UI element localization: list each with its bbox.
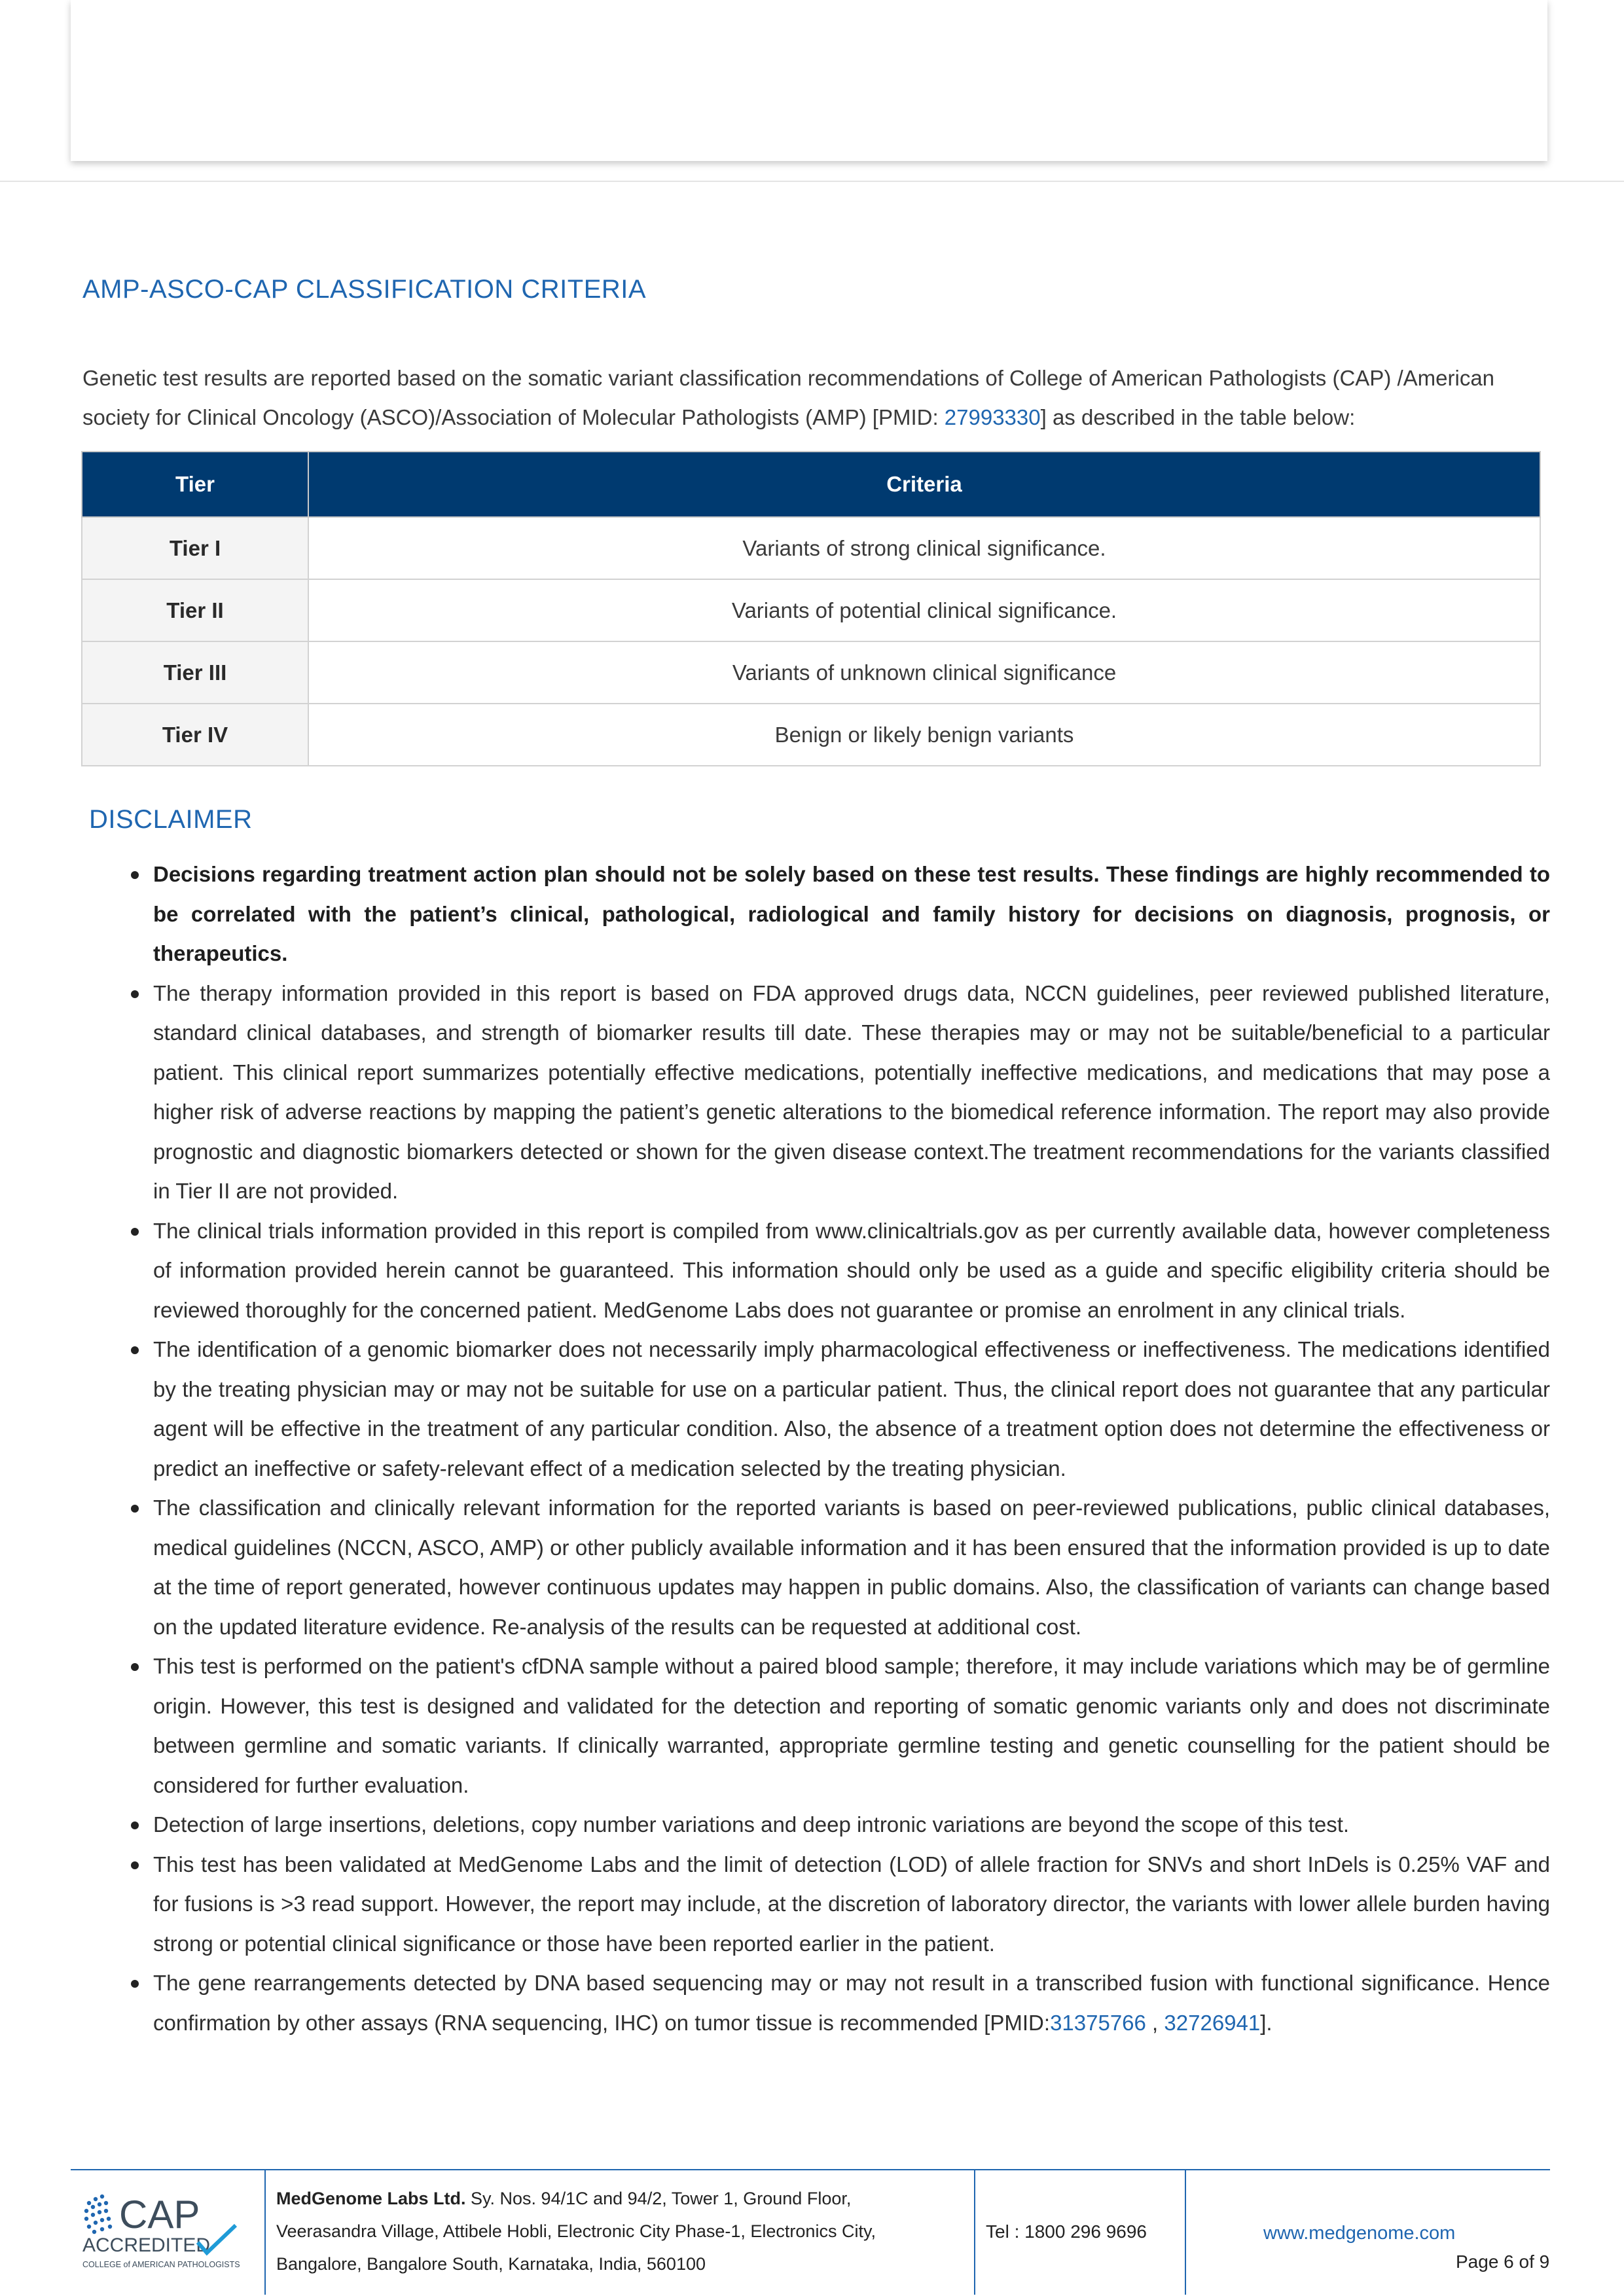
cap-dots-icon	[84, 2195, 112, 2234]
header-divider	[0, 181, 1624, 182]
disclaimer-item: The identification of a genomic biomarker does not necessarily imply pharmacological effectiveness or ineffectiveness. The medications identified by the treating physician may or may not be suitable for use on a particular patient. Thus, the clinical report does not guarantee that any particular agent will be effective in the treatment of any particular condition. Also, the absence of a treatment option does not determine the effectiveness or predict an ineffective or safety-relevant effect of a medication selected by the treating physician.	[153, 1330, 1550, 1488]
table-row	[82, 517, 1540, 579]
cap-accredited-logo	[81, 2190, 245, 2275]
pmid-link[interactable]: 32726941	[1164, 2010, 1261, 2035]
footer-telephone: Tel : 1800 296 9696	[986, 2221, 1147, 2242]
disclaimer-item: Decisions regarding treatment action plan should not be solely based on these test results. These findings are highly recommended to be correlated with the patient’s clinical, pathological, radiological and family history for decisions on diagnosis, prognosis, or therapeutics.	[153, 855, 1550, 974]
footer-divider	[71, 2169, 1550, 2170]
address-line	[276, 2182, 970, 2215]
address-line-2: Veerasandra Village, Attibele Hobli, Electronic City Phase-1, Electronics City,	[276, 2221, 876, 2241]
page-number: Page 6 of 9	[1456, 2251, 1550, 2272]
tier-cell: Tier IV	[82, 704, 308, 766]
logo-tagline: COLLEGE of AMERICAN PATHOLOGISTS	[82, 2260, 240, 2269]
footer-column-divider	[264, 2170, 266, 2295]
classification-intro	[82, 359, 1546, 437]
address-line-3: Bangalore, Bangalore South, Karnataka, India, 560100	[276, 2254, 706, 2274]
item-text-end: ].	[1260, 2010, 1272, 2035]
intro-text-end: ] as described in the table below:	[1040, 405, 1356, 429]
pmid-separator: ,	[1146, 2010, 1164, 2035]
footer-address	[276, 2182, 970, 2280]
intro-text: Genetic test results are reported based on the somatic variant classification recommendations of College of American Pathologists (CAP) /American society for Clinical Oncology (ASCO)/Association of Molecular Pathologists (AMP) [PMID:	[82, 366, 1495, 429]
criteria-cell: Variants of potential clinical significance.	[308, 579, 1540, 641]
disclaimer-list	[153, 855, 1550, 2043]
item-text: The gene rearrangements detected by DNA based sequencing may or may not result in a transcribed fusion with functional significance. Hence confirmation by other assays (RNA sequencing, IHC) on tumor tissue is recommended [PMID:	[153, 1971, 1550, 2035]
footer-website-link[interactable]: www.medgenome.com	[1263, 2223, 1456, 2244]
logo-sub: ACCREDITED	[82, 2234, 211, 2256]
pmid-link[interactable]: 31375766	[1050, 2010, 1146, 2035]
table-header-row	[82, 452, 1540, 517]
disclaimer-item: The therapy information provided in this report is based on FDA approved drugs data, NCCN guidelines, peer reviewed published literature, standard clinical databases, and strength of biomarker results till date. These therapies may or may not be suitable/beneficial to a particular patient. This clinical report summarizes potentially effective medications, potentially ineffective medications, and medications that may pose a higher risk of adverse reactions by mapping the patient’s genetic alterations to the biomedical reference information. The report may also provide prognostic and diagnostic biomarkers detected or shown for the given disease context.The treatment recommendations for the variants classified in Tier II are not provided.	[153, 974, 1550, 1211]
criteria-cell: Benign or likely benign variants	[308, 704, 1540, 766]
criteria-cell: Variants of strong clinical significance.	[308, 517, 1540, 579]
disclaimer-item: The classification and clinically relevant information for the reported variants is based on peer-reviewed publications, public clinical databases, medical guidelines (NCCN, ASCO, AMP) or other publicly available information and it has been ensured that the information provided is up to date at the time of report generated, however continuous updates may happen in public domains. Also, the classification of variants can change based on the updated literature evidence. Re-analysis of the results can be requested at additional cost.	[153, 1488, 1550, 1647]
tier-table	[81, 451, 1541, 766]
company-name: MedGenome Labs Ltd.	[276, 2189, 466, 2208]
criteria-cell: Variants of unknown clinical significance	[308, 641, 1540, 704]
classification-title: AMP-ASCO-CAP CLASSIFICATION CRITERIA	[82, 275, 647, 304]
disclaimer-item	[153, 1964, 1550, 2043]
disclaimer-item: This test has been validated at MedGenome Labs and the limit of detection (LOD) of allele fraction for SNVs and short InDels is 0.25% VAF and for fusions is >3 read support. However, the report may include, at the discretion of laboratory director, the variants with lower allele burden having strong or potential clinical significance or those have been reported earlier in the patient.	[153, 1845, 1550, 1964]
tier-cell: Tier I	[82, 517, 308, 579]
table-row	[82, 579, 1540, 641]
disclaimer-item: This test is performed on the patient's cfDNA sample without a paired blood sample; therefore, it may include variations which may be of germline origin. However, this test is designed and validated for the detection and reporting of somatic genomic variants only and does not discriminate between germline and somatic variants. If clinically warranted, appropriate germline testing and genetic counselling for the patient should be considered for further evaluation.	[153, 1647, 1550, 1805]
footer-column-divider	[1185, 2170, 1186, 2295]
table-row	[82, 704, 1540, 766]
disclaimer-item: The clinical trials information provided in this report is compiled from www.clinicaltrials.gov as per currently available data, however completeness of information provided herein cannot be guaranteed. This information should only be used as a guide and specific eligibility criteria should be reviewed thoroughly for the concerned patient. MedGenome Labs does not guarantee or promise an enrolment in any clinical trials.	[153, 1211, 1550, 1331]
disclaimer-title: DISCLAIMER	[89, 805, 253, 834]
pmid-link[interactable]: 27993330	[944, 405, 1041, 429]
tier-cell: Tier II	[82, 579, 308, 641]
table-row	[82, 641, 1540, 704]
footer-column-divider	[974, 2170, 975, 2295]
header-criteria: Criteria	[308, 452, 1540, 517]
header-card	[71, 0, 1547, 161]
logo-main: CAP	[119, 2193, 200, 2236]
header-tier: Tier	[82, 452, 308, 517]
disclaimer-item: Detection of large insertions, deletions, copy number variations and deep intronic variations are beyond the scope of this test.	[153, 1805, 1550, 1845]
address-line-1: Sy. Nos. 94/1C and 94/2, Tower 1, Ground Floor,	[465, 2189, 852, 2208]
tier-cell: Tier III	[82, 641, 308, 704]
